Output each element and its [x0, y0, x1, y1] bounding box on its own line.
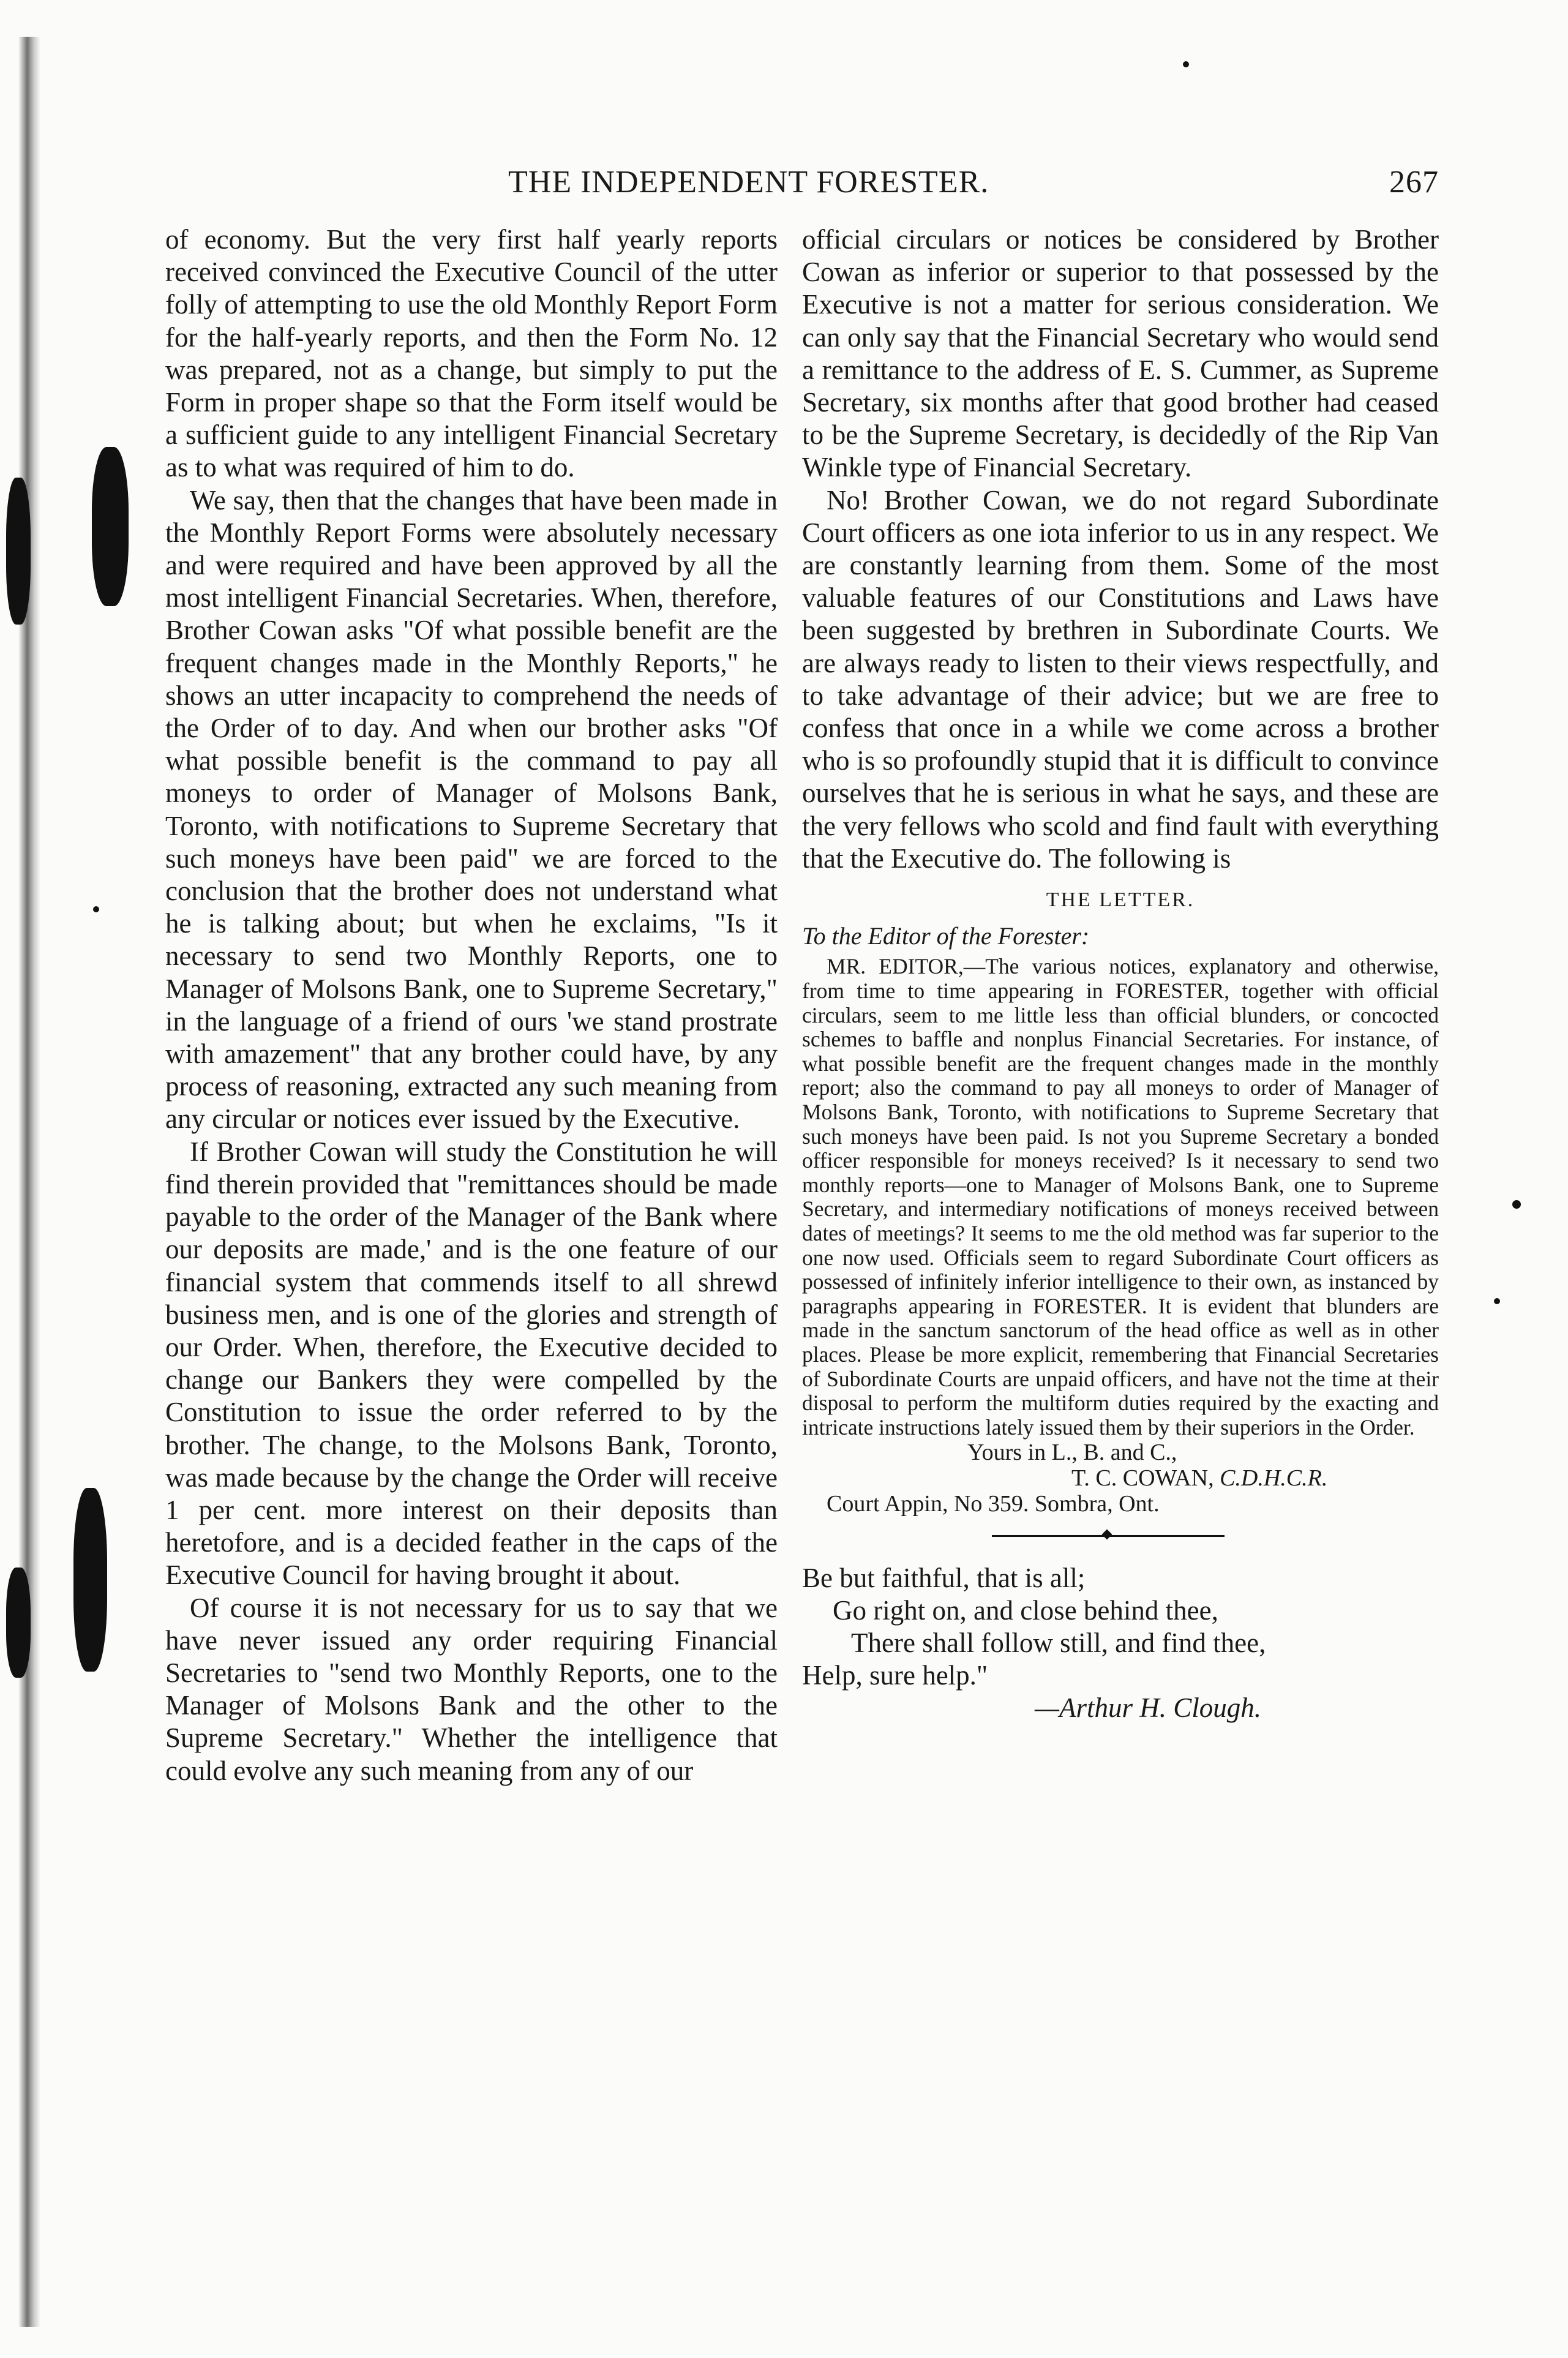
paragraph: We say, then that the changes that have been made in the Monthly Report Forms were absolutely necessary and were required and have been approved by all the most intelligent Financial Secretaries. When, therefore, Brother Cowan asks "Of what possible benefit are the frequent changes made in the Monthly Reports," he shows an utter incapacity to comprehend the needs of the Order of to day. And when our brother asks "Of what possible benefit is the command to pay all moneys to order of Manager of Molsons Bank, Toronto, with notifications to Supreme Secretary that such moneys have been paid" we are forced to the conclusion that the brother does not understand what he is talking about; but when he exclaims, "Is it necessary to send two Monthly Reports, one to Manager of Molsons Bank, one to Supreme Secretary," in the language of a friend of ours 'we stand prostrate with amazement" that any brother could have, by any process of reasoning, extracted any such meaning from any circular or notices ever issued by the Executive.	[165, 484, 778, 1135]
paragraph: of economy. But the very first half yearly reports received convinced the Executive Council of the utter folly of attempting to use the old Monthly Report Form for the half-yearly reports, and then the Form No. 12 was prepared, not as a change, but simply to put the Form in proper shape so that the Form itself would be a sufficient guide to any intelligent Financial Secretary as to what was required of him to do.	[165, 224, 778, 483]
letter	[802, 884, 1439, 1517]
page-number: 267	[1389, 165, 1439, 200]
letter-closing: Yours in L., B. and C.,	[967, 1440, 1177, 1466]
divider-ornament	[1102, 1530, 1112, 1540]
ink-blot	[73, 1488, 107, 1672]
poem-line: There shall follow still, and find thee,	[851, 1628, 1266, 1659]
letter-court: Court Appin, No 359. Sombra, Ont.	[827, 1491, 1160, 1517]
left-column	[165, 223, 778, 1787]
right-column	[802, 223, 1439, 1724]
signature-name: T. C. COWAN,	[1071, 1465, 1214, 1492]
paragraph: Of course it is not necessary for us to say that we have never issued any order requiring Financial Secretaries to "send two Monthly Reports, one to the Manager of Molsons Bank and the other to the Supreme Secretary." Whether the intelligence that could evolve any such meaning from any of our	[165, 1592, 778, 1786]
ink-speck	[93, 906, 99, 912]
letter-salutation: To the Editor of the Forester:	[802, 922, 1090, 950]
poem	[802, 1562, 1439, 1724]
poem-line: Help, sure help."	[802, 1660, 988, 1691]
section-divider	[802, 1517, 1439, 1553]
letter-body	[802, 955, 1439, 1440]
poem-line: Be but faithful, that is all;	[802, 1563, 1086, 1594]
letter-signature	[802, 1465, 1439, 1491]
paragraph: If Brother Cowan will study the Constitution he will find therein provided that "remittances should be made payable to the order of the Manager of the Bank where our deposits are made,' and is the one feature of our financial system that commends itself to all shrewd business men, and is one of the glories and strength of our Order. When, therefore, the Executive decided to change our Bankers they were compelled by the Constitution to issue the order referred to by the brother. The change, to the Molsons Bank, Toronto, was made because by the change the Order will receive 1 per cent. more interest on their deposits than heretofore, and is a decided feather in the caps of the Executive Council for having brought it about.	[165, 1136, 778, 1591]
ink-blot	[92, 447, 129, 606]
poem-attribution: —Arthur H. Clough.	[1035, 1692, 1262, 1724]
letter-title: THE LETTER.	[1046, 888, 1195, 912]
ink-speck	[1183, 61, 1189, 67]
ink-blot	[6, 478, 31, 625]
paragraph: official circulars or notices be considered by Brother Cowan as inferior or superior to that possessed by the Executive is not a matter for serious consideration. We can only say that the Financial Secretary who would send a remittance to the address of E. S. Cummer, as Supreme Secretary, six months after that good brother had ceased to be the Supreme Secretary, is decidedly of the Rip Van Winkle type of Financial Secretary.	[802, 224, 1439, 483]
signature-title: C.D.H.C.R.	[1220, 1465, 1328, 1492]
letter-text: MR. EDITOR,—The various notices, explanatory and otherwise, from time to time appearing in FORESTER, together with official circulars, seem to me little less than official blunders, or concocted schemes to baffle and nonplus Financial Secretaries. For instance, of what possible benefit are the frequent changes made in the monthly report; also the command to pay all moneys to order of Manager of Molsons Bank, Toronto, with notifications to Supreme Secretary that such moneys have been paid. Is not you Supreme Secretary a bonded officer responsible for moneys received? Is it necessary to send two monthly reports—one to Manager of Molsons Bank, one to Supreme Secretary, and intermediary notifications of moneys received between dates of meetings? It seems to me the old method was far superior to the one now used. Officials seem to regard Subordinate Court officers as possessed of infinitely inferior intelligence to their own, as instanced by paragraphs appearing in FORESTER. It is evident that blunders are made in the sanctum sanctorum of the head office as well as in other places. Please be more explicit, remembering that Financial Secretaries of Subordinate Courts are unpaid officers, and have not the time at their disposal to perform the multiform duties required by the exacting and intricate instructions lately issued them by their superiors in the Order.	[802, 954, 1439, 1440]
running-header	[165, 164, 1439, 213]
ink-speck	[1512, 1200, 1521, 1209]
poem-line: Go right on, and close behind thee,	[833, 1595, 1218, 1626]
page-spine-shadow	[18, 37, 40, 2327]
ink-blot	[6, 1568, 31, 1678]
ink-speck	[1494, 1298, 1500, 1304]
journal-title: THE INDEPENDENT FORESTER.	[508, 165, 989, 200]
paragraph: No! Brother Cowan, we do not regard Subordinate Court officers as one iota inferior to us in any respect. We are constantly learning from them. Some of the most valuable features of our Constitutions and Laws have been suggested by brethren in Subordinate Courts. We are always ready to listen to their views respectfully, and to take advantage of their advice; but we are free to confess that once in a while we come across a brother who is so profoundly stupid that it is difficult to convince ourselves that he is serious in what he says, and these are the very fellows who scold and find fault with everything that the Executive do. The following is	[802, 484, 1439, 874]
